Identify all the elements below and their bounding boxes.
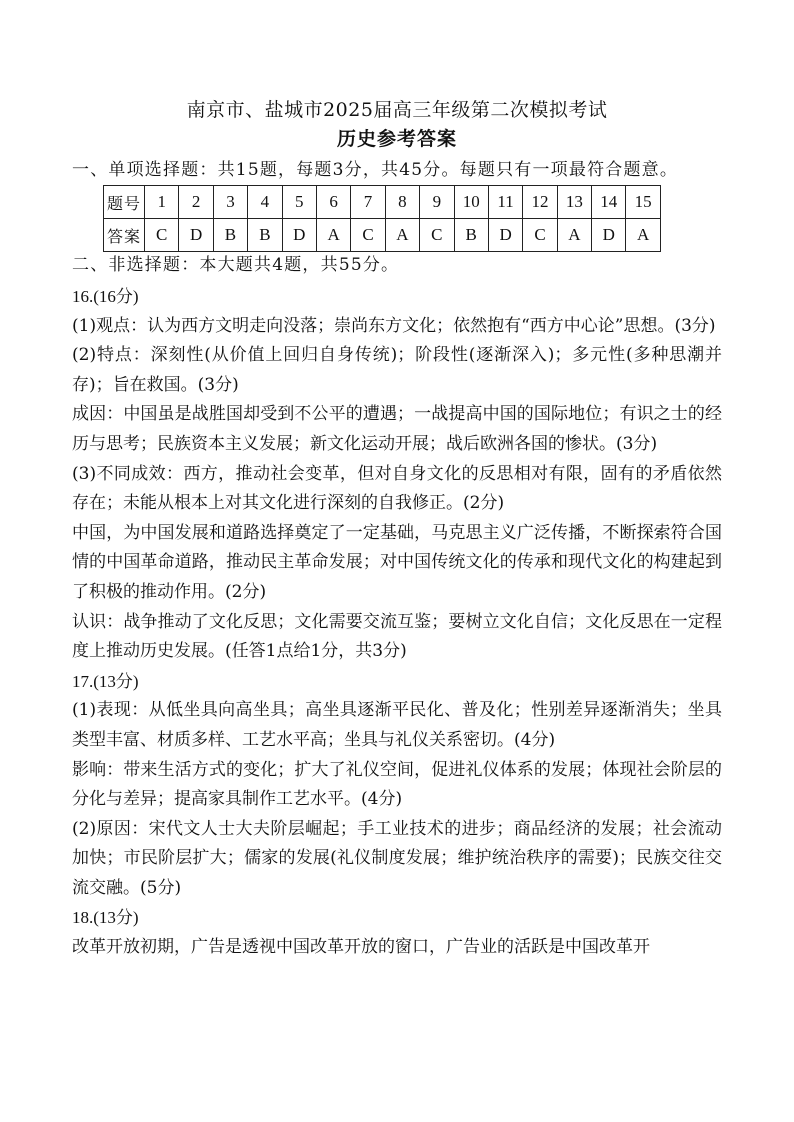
answer-cell: C [420, 219, 454, 252]
answer-cell: A [385, 219, 419, 252]
q17-impact: 影响：带来生活方式的变化；扩大了礼仪空间，促进礼仪体系的发展；体现社会阶层的分化与差异；提高家具制作工艺水平。(4分) [72, 759, 722, 810]
answer-cell: C [145, 219, 179, 252]
answer-cell: D [488, 219, 522, 252]
question-number: 14 [592, 186, 626, 219]
question-number: 15 [626, 186, 660, 219]
q16-part1: (1)观点：认为西方文明走向没落；崇尚东方文化；依然抱有“西方中心论”思想。(3分) [72, 315, 716, 336]
question-18-heading: 18.(13分) [72, 908, 139, 928]
answer-row [104, 219, 661, 252]
answer-cell: D [592, 219, 626, 252]
question-number: 6 [316, 186, 350, 219]
question-number: 2 [179, 186, 213, 219]
answer-cell: B [213, 219, 247, 252]
answer-cell: D [179, 219, 213, 252]
answer-cell: A [316, 219, 350, 252]
question-number: 1 [145, 186, 179, 219]
answer-table [103, 185, 661, 252]
answer-cell: C [523, 219, 557, 252]
q16-understanding: 认识：战争推动了文化反思；文化需要交流互鉴；要树立文化自信；文化反思在一定程度上推动历史发展。(任答1点给1分，共3分) [72, 611, 722, 662]
exam-title: 南京市、盐城市2025届高三年级第二次模拟考试 [186, 99, 608, 121]
question-number: 7 [351, 186, 385, 219]
question-number: 3 [213, 186, 247, 219]
question-16-heading: 16.(16分) [72, 287, 139, 306]
question-number: 9 [420, 186, 454, 219]
q18-part1: 改革开放初期，广告是透视中国改革开放的窗口，广告业的活跃是中国改革开 [72, 937, 650, 958]
answer-cell: A [626, 219, 660, 252]
question-number-row [104, 186, 661, 219]
q17-part1: (1)表现：从低坐具向高坐具；高坐具逐渐平民化、普及化；性别差异逐渐消失；坐具类型丰富、材质多样、工艺水平高；坐具与礼仪关系密切。(4分) [72, 700, 722, 750]
section-essay-heading: 二、非选择题：本大题共4题，共55分。 [72, 255, 400, 275]
q16-china-effect: 中国，为中国发展和道路选择奠定了一定基础，马克思主义广泛传播，不断探索符合国情的中国革命道路，推动民主革命发展；对中国传统文化的传承和现代文化的构建起到了积极的推动作用。(2分) [72, 522, 722, 602]
question-number: 5 [282, 186, 316, 219]
section-multiple-choice-heading: 一、单项选择题：共15题，每题3分，共45分。每题只有一项最符合题意。 [72, 160, 679, 180]
answer-cell: B [248, 219, 282, 252]
answer-cell: A [557, 219, 591, 252]
answer-cell: C [351, 219, 385, 252]
question-number: 11 [488, 186, 522, 219]
q16-part3: (3)不同成效：西方，推动社会变革，但对自身文化的反思相对有限，固有的矛盾依然存在；未能从根本上对其文化进行深刻的自我修正。(2分) [72, 463, 722, 514]
question-number: 12 [523, 186, 557, 219]
question-number: 10 [454, 186, 488, 219]
q16-part2: (2)特点：深刻性(从价值上回归自身传统)；阶段性(逐渐深入)；多元性(多种思潮并存)；旨在救国。(3分) [72, 345, 722, 395]
question-17-heading: 17.(13分) [72, 671, 139, 691]
answer-cell: B [454, 219, 488, 252]
question-number: 13 [557, 186, 591, 219]
answer-cell: D [282, 219, 316, 252]
answer-key-subtitle: 历史参考答案 [336, 128, 457, 150]
q16-causes: 成因：中国虽是战胜国却受到不公平的遭遇；一战提高中国的国际地位；有识之士的经历与思考；民族资本主义发展；新文化运动开展；战后欧洲各国的惨状。(3分) [72, 404, 722, 454]
row-label-answer: 答案 [104, 219, 145, 252]
answer-body [72, 282, 722, 963]
question-number: 4 [248, 186, 282, 219]
q17-part2: (2)原因：宋代文人士大夫阶层崛起；手工业技术的进步；商品经济的发展；社会流动加快；市民阶层扩大；儒家的发展(礼仪制度发展；维护统治秩序的需要)；民族交往交流交融。(5分) [72, 818, 722, 898]
row-label-number: 题号 [104, 186, 145, 219]
question-number: 8 [385, 186, 419, 219]
